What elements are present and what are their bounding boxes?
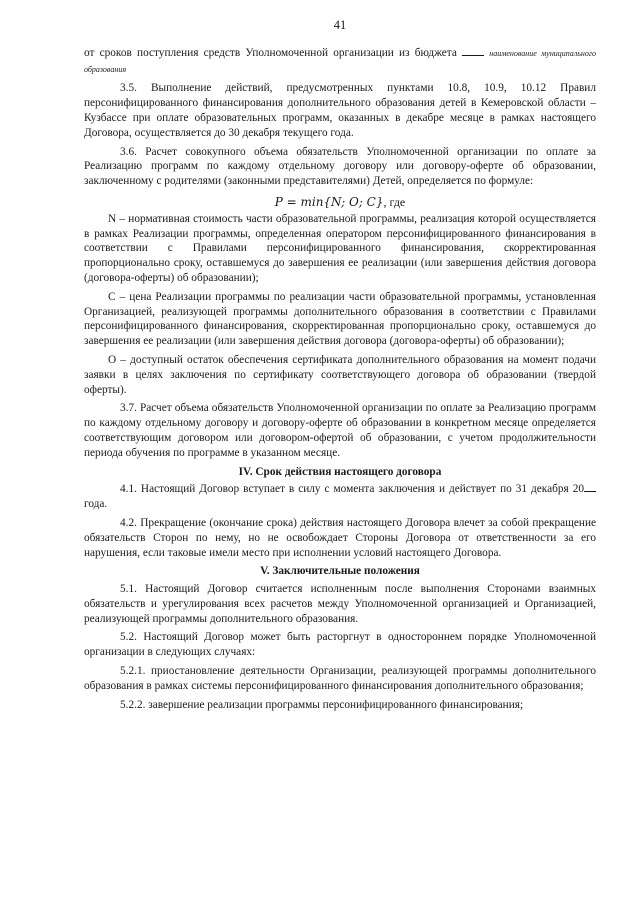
- paragraph-4-2: 4.2. Прекращение (окончание срока) действия настоящего Договора влечет за собой прекращение обязательств Сторон по нему, но не освобождает Стороны Договора от ответственности за его нарушения, если таковые имели место при исполнении условий настоящего Договора.: [84, 516, 596, 559]
- page-number: 41: [333, 18, 347, 32]
- section-heading-v: V. Заключительные положения: [260, 565, 420, 578]
- formula-suffix: , где: [383, 194, 406, 209]
- definition-o: O – доступный остаток обеспечения сертификата дополнительного образования на момент подачи заявки в целях заключения по сертификату соответствующего договора об образовании (твердой оферты).: [84, 353, 596, 396]
- paragraph-3-5: 3.5. Выполнение действий, предусмотренных пунктами 10.8, 10.9, 10.12 Правил персонифицированного финансирования дополнительного образования детей в Кемеровской области – Кузбассе при оплате образовательных программ, оказанных в декабре месяце в рамках настоящего Договора, осуществляется до 30 декабря текущего года.: [84, 82, 596, 139]
- paragraph-4-1: [84, 482, 596, 512]
- municipality-note: наименование муниципального образования: [84, 48, 597, 74]
- paragraph-5-2-2: 5.2.2. завершение реализации программы персонифицированного финансирования;: [120, 698, 524, 711]
- paragraph-5-2: 5.2. Настоящий Договор может быть расторгнут в одностороннем порядке Уполномоченной организации в следующих случаях:: [84, 631, 596, 659]
- year-blank: [584, 491, 596, 492]
- paragraph-3-6: 3.6. Расчет совокупного объема обязательств Уполномоченной организации по оплате за Реализацию программ по каждому отдельному договору или договору-оферте об образовании, заключенному с родителями (законными представителями) Детей, определяется по формуле:: [84, 145, 596, 188]
- formula-expression: P = min{N; O; C}: [274, 194, 384, 209]
- paragraph-5-2-1: 5.2.1. приостановление деятельности Организации, реализующей программы дополнительного образования в рамках системы персонифицированного финансирования дополнительного образования;: [84, 665, 596, 692]
- fill-in-blank: [462, 55, 484, 56]
- document-page: [84, 18, 596, 716]
- paragraph-4-1-end: года.: [84, 498, 108, 511]
- definition-n: N – нормативная стоимость части образовательной программы, реализация которой осуществляется в рамках Реализации программы, определенная оператором персонифицированного финансирования в соответствии с Правилами персонифицированного финансирования, скорректированная пропорционально сроку, оставшемуся до завершения ее реализации (или завершения действия договора (договора-оферты) об образовании);: [84, 212, 596, 284]
- paragraph-4-1-text: 4.1. Настоящий Договор вступает в силу с момента заключения и действует по 31 декабря 20: [120, 483, 584, 496]
- formula: [84, 195, 596, 210]
- section-heading-iv: IV. Срок действия настоящего договора: [238, 465, 442, 478]
- paragraph-intro-text: от сроков поступления средств Уполномоченной организации из бюджета: [84, 46, 457, 59]
- paragraph-intro: [84, 46, 596, 78]
- definition-c: C – цена Реализации программы по реализации части образовательной программы, установленная Организацией, реализующей программы дополнительного образования в соответствии с Правилами персонифицированного финансирования, скорректированная пропорционально сроку, оставшемуся до завершения ее реализации (или завершения действия договора (договора-оферты) об образовании);: [84, 290, 596, 348]
- paragraph-5-1: 5.1. Настоящий Договор считается исполненным после выполнения Сторонами взаимных обязательств и урегулирования всех расчетов между Уполномоченной организацией и Организацией, реализующей программы дополнительного образования.: [84, 583, 596, 625]
- paragraph-3-7: 3.7. Расчет объема обязательств Уполномоченной организации по оплате за Реализацию программ по каждому отдельному договору и договору-оферте об образовании в конкретном месяце определяется соответствующим договором или договором-офертой об образовании, с учетом продолжительности периода обучения по программе в указанном месяце.: [84, 402, 596, 459]
